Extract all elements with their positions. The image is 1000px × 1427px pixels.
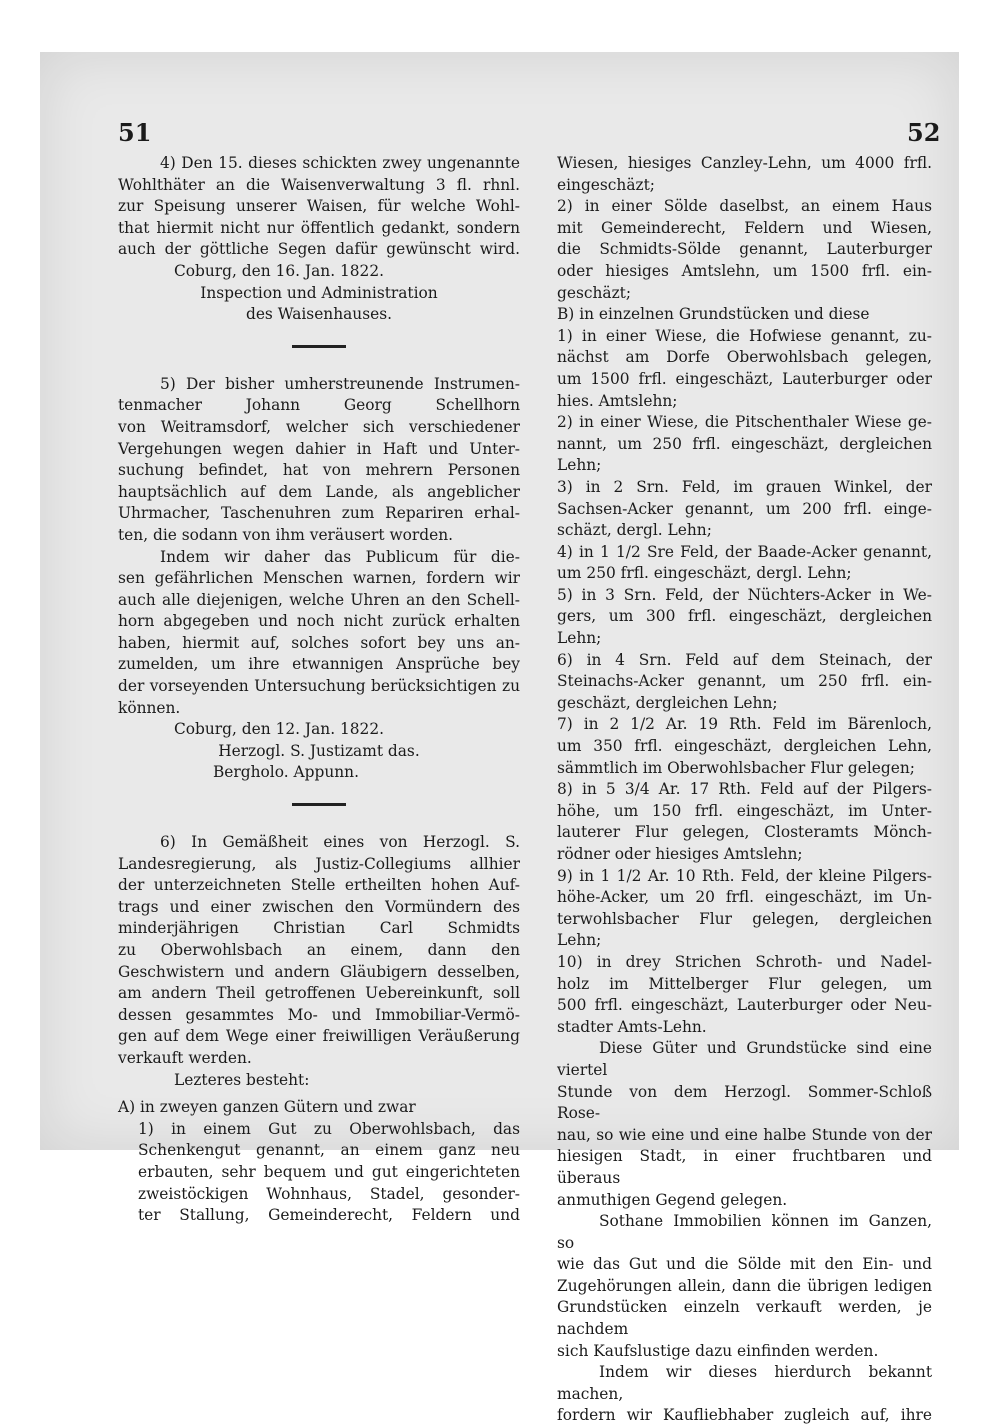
- text-line: geschäzt;: [557, 283, 632, 302]
- text-line: 6) In Gemäßheit eines von Herzogl. S.: [160, 833, 520, 852]
- text-line: höhe-Acker, um 20 frfl. eingeschäzt, im Un-: [557, 888, 932, 907]
- text-line: Geschwistern und andern Gläubigern desselben,: [118, 962, 520, 981]
- text-line: wie das Gut und die Sölde mit den Ein- und: [557, 1255, 932, 1274]
- text-line: nächst am Dorfe Oberwohlsbach gelegen,: [557, 348, 932, 367]
- text-line: lauterer Flur gelegen, Closteramts Mönch-: [557, 823, 932, 842]
- text-line: ter Stallung, Gemeinderecht, Feldern und: [138, 1206, 520, 1225]
- text-line: nau, so wie eine und eine halbe Stunde von der: [557, 1125, 932, 1144]
- text-line: gers, um 300 frfl. eingeschäzt, dergleichen: [557, 607, 932, 626]
- text-line: ten, die sodann von ihm veräusert worden.: [118, 525, 454, 544]
- text-line: auch alle diejenigen, welche Uhren an den Schell-: [118, 590, 520, 609]
- text-line: Sachsen-Acker genannt, um 200 frfl. einge-: [557, 499, 932, 518]
- section-divider: [292, 803, 346, 806]
- text-line: 2) in einer Sölde daselbst, an einem Haus: [557, 197, 932, 216]
- text-line: 10) in drey Strichen Schroth- und Nadel-: [557, 952, 932, 971]
- text-line: 500 frfl. eingeschäzt, Lauterburger oder Neu-: [557, 996, 932, 1015]
- text-line: minderjährigen Christian Carl Schmidts: [118, 919, 520, 938]
- text-line: eingeschäzt;: [557, 175, 655, 194]
- text-line: Lezteres besteht:: [174, 1070, 310, 1089]
- text-line: Indem wir dieses hierdurch bekannt machen,: [557, 1363, 932, 1403]
- text-line: die Schmidts-Sölde genannt, Lauterburger: [557, 240, 932, 259]
- text-line: 1) in einem Gut zu Oberwohlsbach, das: [138, 1119, 520, 1138]
- text-line: geschäzt, dergleichen Lehn;: [557, 693, 778, 712]
- text-line: Grundstücken einzeln verkauft werden, je nachdem: [557, 1298, 932, 1339]
- page-number-right: 52: [907, 118, 941, 147]
- text-line: fordern wir Kaufliebhaber zugleich auf, ihre: [557, 1406, 932, 1425]
- text-line: 6) in 4 Srn. Feld auf dem Steinach, der: [557, 650, 932, 669]
- text-line: Herzogl. S. Justizamt das.: [218, 741, 420, 760]
- text-line: erbauten, sehr bequem und gut eingerichteten: [138, 1162, 520, 1181]
- text-line: Inspection und Administration: [200, 283, 438, 302]
- text-line: Indem wir daher das Publicum für die-: [160, 547, 520, 566]
- left-column: [118, 153, 520, 1227]
- text-line: that hiermit nicht nur öffentlich gedankt, sondern: [118, 218, 520, 237]
- text-line: zur Speisung unserer Waisen, für welche Wohl-: [118, 197, 520, 216]
- text-line: horn abgegeben und noch nicht zurück erhalten: [118, 612, 520, 631]
- text-line: Sothane Immobilien können im Ganzen, so: [557, 1212, 932, 1252]
- text-line: A) in zweyen ganzen Gütern und zwar: [118, 1098, 416, 1117]
- text-line: 1) in einer Wiese, die Hofwiese genannt, zu-: [557, 326, 932, 345]
- text-line: gen auf dem Wege einer freiwilligen Veräußerung: [118, 1027, 520, 1046]
- text-line: 2) in einer Wiese, die Pitschenthaler Wiese ge-: [557, 413, 932, 432]
- text-line: 5) Der bisher umherstreunende Instrumen-: [160, 374, 520, 393]
- text-line: Lehn;: [557, 931, 602, 950]
- text-line: oder hiesiges Amtslehn, um 1500 frfl. ein-: [557, 261, 932, 280]
- text-line: zu Oberwohlsbach an einem, dann den: [118, 941, 520, 959]
- text-line: Bergholo. Appunn.: [213, 763, 359, 782]
- text-line: rödner oder hiesiges Amtslehn;: [557, 845, 803, 863]
- text-line: Uhrmacher, Taschenuhren zum Repariren erhal-: [118, 504, 520, 523]
- text-line: um 350 frfl. eingeschäzt, dergleichen Lehn,: [557, 737, 932, 756]
- text-line: verkauft werden.: [118, 1048, 252, 1067]
- text-line: Schenkengut genannt, an einem ganz neu: [138, 1141, 520, 1160]
- text-line: haben, hiermit auf, solches sofort bey uns an-: [118, 633, 520, 652]
- text-line: schäzt, dergl. Lehn;: [557, 521, 712, 540]
- text-line: Wiesen, hiesiges Canzley-Lehn, um 4000 frfl.: [557, 154, 932, 172]
- text-line: Coburg, den 12. Jan. 1822.: [174, 720, 385, 739]
- text-line: um 1500 frfl. eingeschäzt, Lauterburger oder: [557, 369, 932, 388]
- text-line: 8) in 5 3/4 Ar. 17 Rth. Feld auf der Pilgers-: [557, 780, 932, 799]
- text-line: trags und einer zwischen den Vormündern des: [118, 897, 520, 916]
- text-line: des Waisenhauses.: [245, 305, 393, 324]
- text-line: Steinachs-Acker genannt, um 250 frfl. ein-: [557, 672, 932, 691]
- text-line: terwohlsbacher Flur gelegen, dergleichen: [557, 909, 932, 928]
- text-line: B) in einzelnen Grundstücken und diese: [557, 305, 870, 324]
- text-line: Lehn;: [557, 456, 602, 475]
- text-line: holz im Mittelberger Flur gelegen, um: [557, 974, 932, 993]
- text-line: Stunde von dem Herzogl. Sommer-Schloß Rose-: [557, 1082, 932, 1123]
- text-line: 3) in 2 Srn. Feld, im grauen Winkel, der: [557, 477, 932, 496]
- text-line: hiesigen Stadt, in einer fruchtbaren und überaus: [557, 1147, 932, 1187]
- text-line: sen gefährlichen Menschen warnen, fordern wir: [118, 569, 520, 588]
- text-line: hies. Amtslehn;: [557, 391, 678, 410]
- text-line: Zugehörungen allein, dann die übrigen ledigen: [557, 1276, 932, 1295]
- text-line: Lehn;: [557, 629, 602, 648]
- page-number-left: 51: [118, 118, 152, 147]
- text-line: der unterzeichneten Stelle ertheilten hohen Auf-: [118, 876, 520, 895]
- text-line: zweistöckigen Wohnhaus, Stadel, gesonder-: [138, 1184, 520, 1203]
- text-line: nannt, um 250 frfl. eingeschäzt, dergleichen: [557, 434, 932, 453]
- text-line: 5) in 3 Srn. Feld, der Nüchters-Acker in We-: [557, 585, 932, 604]
- text-line: Wohlthäter an die Waisenverwaltung 3 fl. rhnl.: [118, 175, 520, 194]
- text-line: auch der göttliche Segen dafür gewünscht wird.: [118, 240, 520, 259]
- text-line: Landesregierung, als Justiz-Collegiums allhier: [118, 854, 520, 873]
- text-line: 4) Den 15. dieses schickten zwey ungenannte: [160, 154, 520, 172]
- text-line: tenmacher Johann Georg Schellhorn: [118, 396, 520, 415]
- text-line: können.: [118, 698, 181, 717]
- text-line: stadter Amts-Lehn.: [557, 1017, 707, 1036]
- text-line: suchung befindet, hat von mehrern Personen: [118, 461, 520, 480]
- text-line: sich Kaufslustige dazu einfinden werden.: [557, 1341, 879, 1360]
- text-line: 9) in 1 1/2 Ar. 10 Rth. Feld, der kleine Pilgers-: [557, 866, 932, 885]
- section-divider: [292, 345, 346, 348]
- text-line: am andern Theil getroffenen Uebereinkunft, soll: [118, 984, 520, 1003]
- text-line: Vergehungen wegen dahier in Haft und Unter-: [118, 439, 520, 458]
- text-line: von Weitramsdorf, welcher sich verschiedener: [118, 417, 520, 436]
- text-line: sämmtlich im Oberwohlsbacher Flur gelegen;: [557, 758, 915, 777]
- text-line: zumelden, um ihre etwannigen Ansprüche bey: [118, 655, 520, 674]
- text-line: 7) in 2 1/2 Ar. 19 Rth. Feld im Bärenloch,: [557, 715, 932, 734]
- text-line: hauptsächlich auf dem Lande, als angeblicher: [118, 482, 520, 501]
- text-line: mit Gemeinderecht, Feldern und Wiesen,: [557, 218, 932, 237]
- text-line: der vorseyenden Untersuchung berücksichtigen zu: [118, 677, 520, 696]
- right-column: [557, 153, 932, 1427]
- text-line: dessen gesammtes Mo- und Immobiliar-Vermö-: [118, 1005, 520, 1024]
- text-line: anmuthigen Gegend gelegen.: [557, 1190, 788, 1209]
- text-line: um 250 frfl. eingeschäzt, dergl. Lehn;: [557, 564, 852, 583]
- text-line: Coburg, den 16. Jan. 1822.: [174, 261, 385, 280]
- text-line: Diese Güter und Grundstücke sind eine viertel: [557, 1039, 932, 1079]
- text-line: höhe, um 150 frfl. eingeschäzt, im Unter-: [557, 801, 932, 820]
- text-line: 4) in 1 1/2 Sre Feld, der Baade-Acker genannt,: [557, 542, 932, 561]
